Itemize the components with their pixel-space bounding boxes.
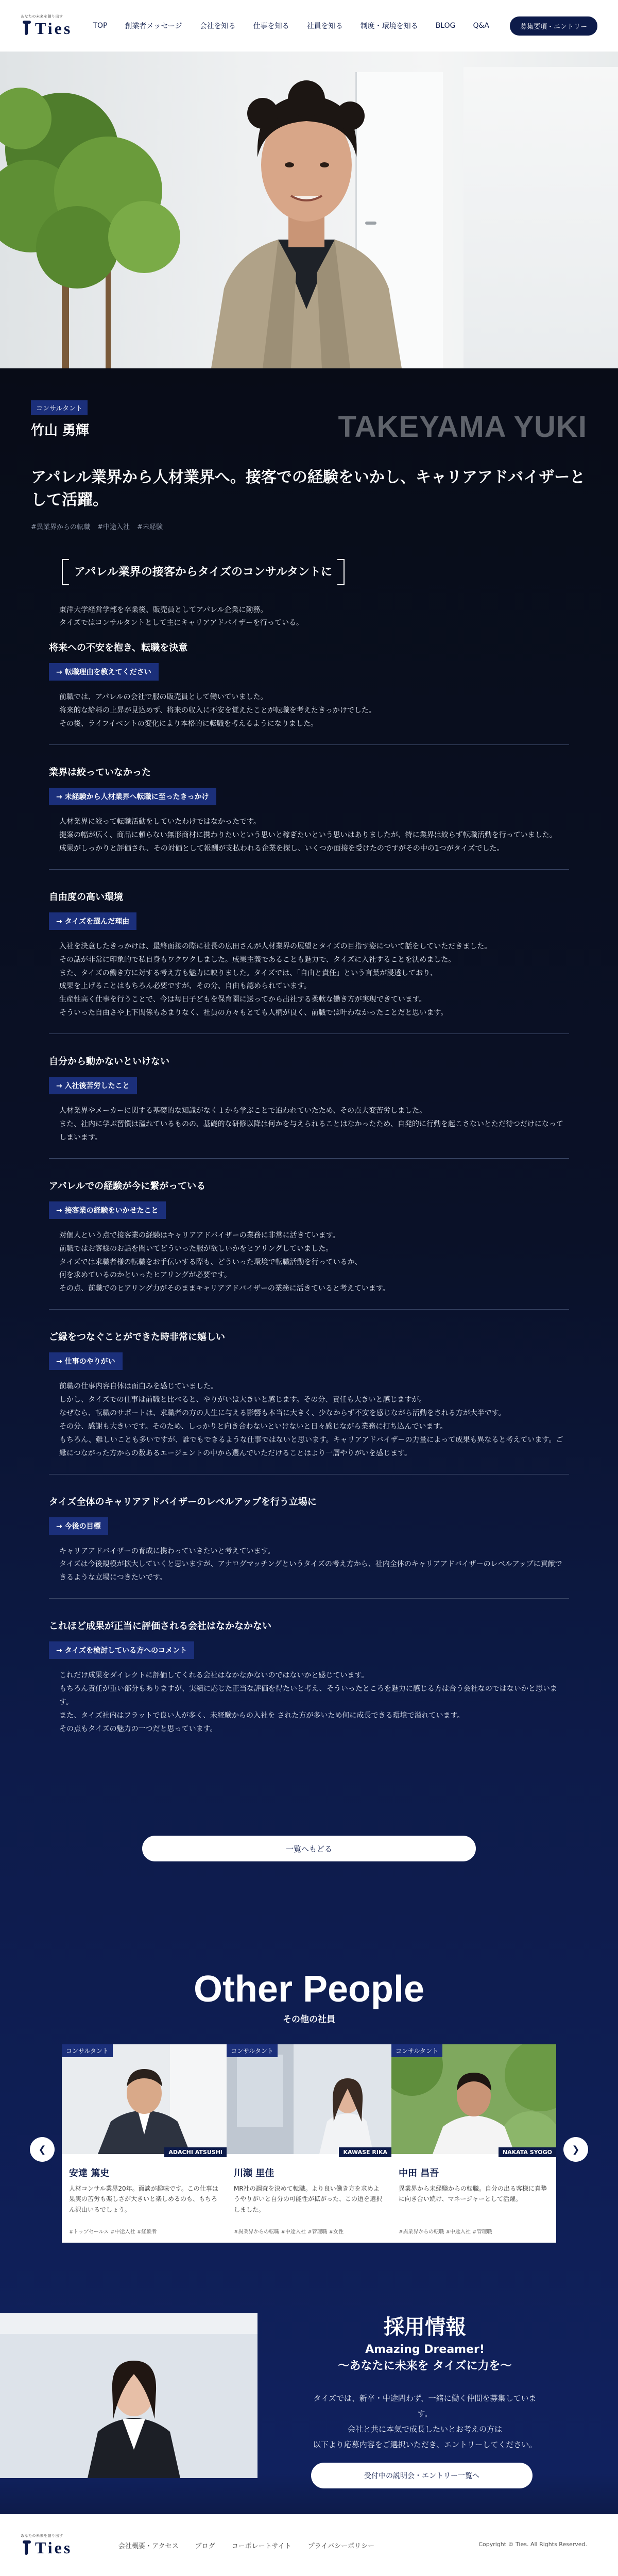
staff-role: コンサルタント xyxy=(391,2044,442,2057)
copyright: Copyright © Ties. All Rights Reserved. xyxy=(478,2541,587,2548)
tag[interactable]: #未経験 xyxy=(137,523,163,531)
entry-list-button[interactable]: 受付中の説明会・エントリー一覧へ xyxy=(311,2463,533,2488)
staff-name: 中田 昌吾 xyxy=(399,2168,439,2179)
footer-logo[interactable] xyxy=(21,2533,108,2557)
article-box-title: アパレル業界の接客からタイズのコンサルタントに xyxy=(62,559,345,583)
staff-name: 川瀬 里佳 xyxy=(234,2168,274,2179)
recruit-title: 採用情報 xyxy=(384,2315,466,2339)
section-body: 入社を決意したきっかけは、最終面接の際に社長の広田さんが人材業界の展望とタイズの目指す姿について話をしていただきました。 その話が非常に印象的で私自身もワクワクしました。成果主義であることも魅力で、タイズに入社することを決めました。 また、タイズの働き方に対する考え方も魅力に映りました。タイズでは、「自由と責任」という言葉が浸透しており、 成果を上げることはもちろん必要ですが、その分、自由も認められています。 生産性高く仕事を行うことで、今は毎日子どもを保育園に送ってから出社する柔軟な働き方が実現できています。 そういった自由さや上下関係もあまりなく、社員の方々もとても人柄が良く、前職では叶わなかったことだと思います。 xyxy=(59,942,492,1018)
staff-role: コンサルタント xyxy=(227,2044,278,2057)
logo-tagline: あなたの未来を創り出す xyxy=(21,14,63,19)
employee-roman-name: TAKEYAMA YUKI xyxy=(338,410,587,444)
section-heading: 将来への不安を抱き、転職を決意 xyxy=(49,642,188,654)
tag[interactable]: #異業界からの転職 xyxy=(31,523,90,531)
ties-logo-icon xyxy=(21,2540,33,2556)
article-section xyxy=(49,890,569,1034)
nav-founder-message[interactable]: 創業者メッセージ xyxy=(125,22,182,30)
site-footer xyxy=(0,2514,618,2576)
person-photo xyxy=(196,67,417,368)
section-heading: 業界は絞っていなかった xyxy=(49,767,151,778)
staff-card[interactable] xyxy=(391,2044,556,2243)
nav-company[interactable]: 会社を知る xyxy=(199,22,236,30)
logo-text: Ties xyxy=(35,2538,73,2557)
footer-link[interactable]: ブログ xyxy=(195,2543,215,2550)
recruit-subtitle: Amazing Dreamer! 〜あなたに未来を タイズに力を〜 xyxy=(338,2343,512,2372)
question-badge: → 転職理由を教えてください xyxy=(49,663,159,681)
nav-work[interactable]: 仕事を知る xyxy=(253,22,289,30)
staff-roman-name: NAKATA SYOGO xyxy=(499,2147,556,2157)
question-badge: → 入社後苦労したこと xyxy=(49,1077,137,1094)
other-people-subtitle: その他の社員 xyxy=(283,2014,335,2025)
divider xyxy=(49,744,569,745)
divider xyxy=(49,1474,569,1475)
nav-system[interactable]: 制度・環境を知る xyxy=(360,22,418,30)
section-body: これだけ成果をダイレクトに評価してくれる会社はなかなかないのではないかと感じています。 もちろん責任が重い部分もありますが、実績に応じた正当な評価を得たいと考え、そういったところを魅力に感じる方は合う会社なのではないかと思います。 また、タイズ社内はフラットで良い人が多く、未経験からの入社を された方が多いため何に成長できる環境で溢れています。 その点もタイズの魅力の一つだと思っています。 xyxy=(59,1671,557,1733)
logo-text: Ties xyxy=(35,19,73,38)
site-header xyxy=(0,0,618,52)
staff-tags: #異業界からの転職 #中途入社 #管理職 xyxy=(399,2229,492,2235)
question-badge: → 接客業の経験をいかせたこと xyxy=(49,1201,166,1219)
section-body: 対個人という点で接客業の経験はキャリアアドバイザーの業務に非常に活きています。 前職ではお客様のお話を聞いてどういった服が欲しいかをヒアリングしていました。 タイズでは求職者様の転職をお手伝いする際も、どういった環境で転職活動を行っているか、 何を求めているのかといったヒアリングが必要です。 その点、前職でのヒアリング力がそのままキャリアアドバイザーの業務に活きていると考えています。 xyxy=(59,1231,390,1293)
staff-roman-name: ADACHI ATSUSHI xyxy=(164,2147,227,2157)
tag[interactable]: #中途入社 xyxy=(97,523,130,531)
staff-carousel xyxy=(62,2044,556,2243)
article-section xyxy=(49,1495,569,1599)
section-body: 前職の仕事内容自体は面白みを感じていました。 しかし、タイズでの仕事は前職と比べると、やりがいは大きいと感じます。その分、責任も大きいと感じますが。 なぜなら、転職のサポートは、求職者の方の人生に与える影響も本当に大きく、少なからず不安を感じながら活動をされる方が大半です。 その分、感謝も大きいです。そのため、しっかりと向き合わないといけないと日々感じながら業務に打ち込んでいます。 もちろん、難しいことも多いですが、誰でもできるような仕事ではないと思います。キャリアアドバイザーの力量によって成果も異なると考えています。ご縁につながった方からの数あるエージェントの中から選んでいただけることはより一層やりがいを感じます。 xyxy=(59,1382,563,1458)
nav-qa[interactable]: Q&A xyxy=(473,22,489,30)
staff-description: MR社の調査を決めて転職。より良い働き方を求めようやりがいと自分の可能性が拡がった、この道を選択しました。 xyxy=(234,2185,383,2213)
back-to-list-button[interactable]: 一覧へもどる xyxy=(142,1836,476,1861)
employee-name: 竹山 勇輝 xyxy=(31,423,90,438)
article-intro: 東洋大学経営学部を卒業後、販売員としてアパレル企業に勤務。 タイズではコンサルタントとして主にキャリアアドバイザーを行っている。 xyxy=(59,606,304,628)
section-heading: 自分から動かないといけない xyxy=(49,1056,169,1067)
footer-link[interactable]: プライバシーポリシー xyxy=(307,2543,375,2550)
global-nav xyxy=(93,16,598,36)
question-badge: → タイズを検討している方へのコメント xyxy=(49,1641,194,1659)
article-section xyxy=(49,1330,569,1474)
lead-heading: アパレル業界から人材業界へ。接客での経験をいかし、キャリアアドバイザーとして活躍。 xyxy=(31,468,586,509)
section-heading: 自由度の高い環境 xyxy=(49,891,123,903)
question-badge: → 今後の目標 xyxy=(49,1517,108,1535)
entry-button[interactable]: 募集要項・エントリー xyxy=(510,16,597,36)
section-heading: ご縁をつなぐことができた時非常に嬉しい xyxy=(49,1332,225,1343)
section-heading: これほど成果が正当に評価される会社はなかなかない xyxy=(49,1621,271,1632)
recruit-photo xyxy=(0,2313,258,2478)
staff-photo xyxy=(391,2044,556,2154)
article-section xyxy=(49,766,569,870)
article-section xyxy=(49,1179,569,1310)
divider xyxy=(49,1309,569,1310)
article-section xyxy=(49,641,569,745)
logo[interactable] xyxy=(21,14,93,38)
staff-tags: #異業界からの転職 #中途入社 #管理職 #女性 xyxy=(234,2229,344,2235)
carousel-prev-icon[interactable]: ❮ xyxy=(30,2137,55,2162)
hero-photo xyxy=(0,52,618,368)
article-section xyxy=(49,1619,569,1736)
section-body: 人材業界に絞って転職活動をしていたわけではなかったです。 提案の幅が広く、商品に頼らない無形商材に携わりたいという思いと稼ぎたいという思いはありましたが、特に業界は絞らず転職活動を行っていました。 成果がしっかりと評価され、その対価として報酬が支払われる企業を探し、いくつか面接を受けたのですがその中の1つがタイズでした。 xyxy=(59,818,557,853)
staff-roman-name: KAWASE RIKA xyxy=(339,2147,391,2157)
article-section xyxy=(49,1055,569,1159)
logo-tagline: あなたの未来を創り出す xyxy=(21,2534,63,2538)
question-badge: → タイズを選んだ理由 xyxy=(49,912,136,930)
footer-link[interactable]: コーポレートサイト xyxy=(231,2543,291,2550)
plant-decoration xyxy=(0,72,196,368)
staff-description: 異業界から未経験からの転職。自分の出る客様に真摯に向き合い続け、マネージャーとして活躍。 xyxy=(399,2185,547,2203)
nav-blog[interactable]: BLOG xyxy=(435,22,456,30)
staff-role: コンサルタント xyxy=(62,2044,113,2057)
divider xyxy=(49,1033,569,1034)
carousel-next-icon[interactable]: ❯ xyxy=(563,2137,588,2162)
divider xyxy=(49,869,569,870)
section-body: キャリアアドバイザーの育成に携わっていきたいと考えています。 タイズは今後規模が拡大していくと思いますが、アナログマッチングというタイズの考え方から、社内全体のキャリアアドバイザーのレベルアップに貢献できるような立場につきたいです。 xyxy=(59,1547,562,1582)
staff-photo xyxy=(62,2044,227,2154)
staff-description: 人材コンサル業界20年。面談が趣味です。この仕事は果実の苦労も楽しさが大きいと楽しめるのも、もちろん沢山いるでしょう。 xyxy=(69,2185,218,2213)
staff-photo xyxy=(227,2044,391,2154)
tag-list xyxy=(31,521,168,531)
section-heading: タイズ全体のキャリアアドバイザーのレベルアップを行う立場に xyxy=(49,1496,317,1507)
nav-top[interactable]: TOP xyxy=(93,22,108,30)
nav-staff[interactable]: 社員を知る xyxy=(306,22,343,30)
section-body: 人材業界やメーカーに関する基礎的な知識がなく１から学ぶことで追われていたため、その点大変苦労しました。 また、社内に学ぶ習慣は溢れているものの、基礎的な研修以降は何かを与えられることはなかったため、自発的に行動を起こさないとただ待つだけになってしまいます。 xyxy=(59,1107,563,1142)
footer-link[interactable]: 会社概要・アクセス xyxy=(118,2543,179,2550)
staff-tags: #トップセールス #中途入社 #経験者 xyxy=(69,2229,157,2235)
footer-links xyxy=(118,2540,391,2550)
divider xyxy=(49,1158,569,1159)
other-people-title: Other People xyxy=(193,1969,425,2010)
question-badge: → 未経験から人材業界へ転職に至ったきっかけ xyxy=(49,788,216,805)
question-badge: → 仕事のやりがい xyxy=(49,1352,123,1370)
staff-card[interactable] xyxy=(227,2044,391,2243)
section-heading: アパレルでの経験が今に繋がっている xyxy=(49,1180,206,1192)
role-badge: コンサルタント xyxy=(31,400,88,415)
window-decoration xyxy=(464,67,618,368)
staff-card[interactable] xyxy=(62,2044,227,2243)
ties-logo-icon xyxy=(21,21,33,36)
section-body: 前職では、アパレルの会社で服の販売員として働いていました。 将来的な給料の上昇が見込めず、将来の収入に不安を覚えたことが転職を考えたきっかけでした。 その後、ライフイベントの変化により本格的に転職を考えるようになりました。 xyxy=(59,693,376,728)
divider xyxy=(49,1598,569,1599)
interview-article xyxy=(49,559,569,1736)
recruit-body: タイズでは、新卒・中途問わず、一緒に働く仲間を募集しています。 会社と共に本気で成長したいとお考えの方は 以下より応募内容をご選択いただき、エントリーしてください。 xyxy=(313,2394,537,2449)
staff-name: 安達 篤史 xyxy=(69,2168,110,2179)
